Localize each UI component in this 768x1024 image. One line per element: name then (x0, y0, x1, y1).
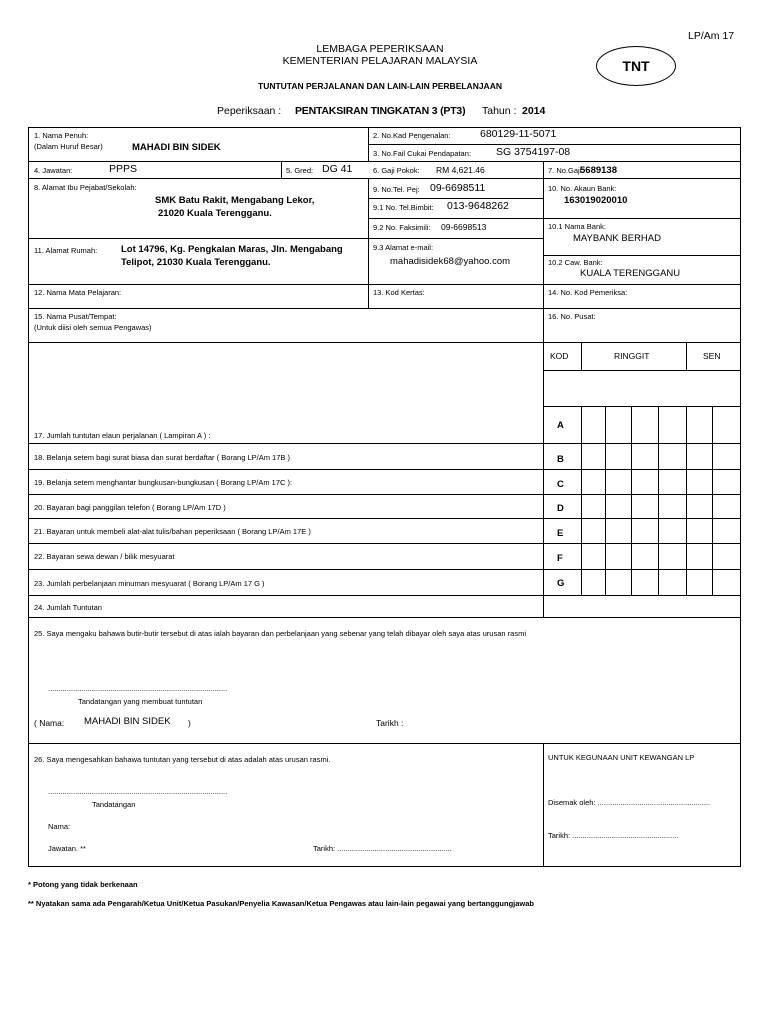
mobile-value[interactable]: 013-9648262 (447, 200, 509, 212)
ic-label: 2. No.Kad Pengenalan: (373, 131, 451, 140)
claim-label-17: 17. Jumlah tuntutan elaun perjalanan ( Lampiran A ) : (34, 431, 211, 440)
office-use-title: UNTUK KEGUNAAN UNIT KEWANGAN LP (548, 753, 695, 762)
col-sen: SEN (703, 351, 721, 361)
claim-code-f: F (557, 553, 563, 564)
bank-value[interactable]: MAYBANK BERHAD (573, 233, 661, 244)
org-line2: KEMENTERIAN PELAJARAN MALAYSIA (282, 55, 478, 67)
claim-label-21: 21. Bayaran untuk membeli alat-alat tulis/bahan peperiksaan ( Borang LP/Am 17E ) (34, 527, 311, 536)
name-value[interactable]: MAHADI BIN SIDEK (132, 142, 221, 153)
claim-label-20: 20. Bayaran bagi panggilan telefon ( Borang LP/Am 17D ) (34, 503, 226, 512)
claim-label-23: 23. Jumlah perbelanjaan minuman mesyuarat ( Borang LP/Am 17 G ) (34, 579, 265, 588)
certification-position-label: Jawatan. ** (48, 844, 86, 853)
claim-label-19: 19. Belanja setem menghantar bungkusan-bungkusan ( Borang LP/Am 17C ): (34, 478, 293, 487)
exam-label: Peperiksaan : (217, 105, 282, 117)
home-line2[interactable]: Telipot, 21030 Kuala Terengganu. (121, 257, 271, 268)
tax-value[interactable]: SG 3754197-08 (496, 146, 571, 158)
bank-label: 10.1 Nama Bank: (548, 222, 606, 231)
tel-office-value[interactable]: 09-6698511 (430, 182, 486, 194)
claim-code-g: G (557, 578, 565, 589)
branch-value[interactable]: KUALA TERENGGANU (580, 268, 681, 279)
paper-label: 13. Kod Kertas: (373, 288, 425, 297)
total-label: 24. Jumlah Tuntutan (34, 603, 102, 612)
ic-value[interactable]: 680129-11-5071 (480, 128, 557, 140)
exam-value: PENTAKSIRAN TINGKATAN 3 (PT3) (295, 105, 466, 117)
declaration-name-value[interactable]: MAHADI BIN SIDEK (84, 716, 171, 727)
certification-date-label: Tarikh: ....................................................... (313, 844, 452, 853)
certification-name-label: Nama: (48, 822, 71, 831)
claim-code-b: B (557, 454, 564, 465)
branch-label: 10.2 Caw. Bank: (548, 258, 603, 267)
name-label: 1. Nama Penuh: (34, 131, 89, 140)
claim-label-18: 18. Belanja setem bagi surat biasa dan surat berdaftar ( Borang LP/Am 17B ) (34, 453, 290, 462)
form-code: LP/Am 17 (688, 30, 735, 42)
mobile-label: 9.1 No. Tel.Bimbit: (373, 203, 434, 212)
declaration-name-open: ( Nama: (34, 718, 65, 728)
claim-label-22: 22. Bayaran sewa dewan / bilik mesyuarat (34, 552, 175, 561)
email-label: 9.3 Alamat e-mail: (373, 243, 434, 252)
year-label: Tahun : (482, 105, 517, 117)
tnt-stamp: TNT (596, 46, 676, 86)
claim-code-d: D (557, 503, 564, 514)
office-date-label: Tarikh: ................................................... (548, 831, 679, 840)
claim-code-e: E (557, 528, 564, 539)
checked-by-label: Disemak oleh: ...................................................... (548, 798, 711, 807)
position-value[interactable]: PPPS (109, 163, 138, 175)
name-sublabel: (Dalam Huruf Besar) (34, 142, 103, 151)
position-label: 4. Jawatan: (34, 166, 73, 175)
salary-no-label: 7. No.Gaji: (548, 166, 584, 175)
grade-label: 5. Gred: (286, 166, 314, 175)
claim-code-c: C (557, 479, 564, 490)
office-line2[interactable]: 21020 Kuala Terengganu. (158, 208, 272, 219)
examiner-label: 14. No. Kod Pemeriksa: (548, 288, 628, 297)
salary-no-value[interactable]: 5689138 (580, 165, 617, 176)
declaration-name-close: ) (188, 718, 191, 728)
declaration-date-label: Tarikh : (376, 718, 404, 728)
footnote-2: ** Nyatakan sama ada Pengarah/Ketua Unit/Ketua Pasukan/Penyelia Kawasan/Ketua Pengawas atau lain-lain pegawai yang bertanggungjawab (28, 899, 534, 908)
home-label: 11. Alamat Rumah: (34, 246, 98, 255)
centre-no-label: 16. No. Pusat: (548, 312, 596, 321)
year-value: 2014 (522, 105, 546, 117)
grade-value[interactable]: DG 41 (322, 163, 353, 175)
office-label: 8. Alamat Ibu Pejabat/Sekolah: (34, 183, 137, 192)
home-line1[interactable]: Lot 14796, Kg. Pengkalan Maras, Jln. Mengabang (121, 244, 343, 255)
tel-office-label: 9. No.Tel. Pej: (373, 185, 420, 194)
declaration-sign-label: Tandatangan yang membuat tuntutan (78, 697, 203, 706)
declaration-dots: ...................................................................................... (48, 684, 228, 693)
office-line1[interactable]: SMK Batu Rakit, Mengabang Lekor, (155, 195, 315, 206)
centre-label: 15. Nama Pusat/Tempat: (34, 312, 117, 321)
footnote-1: * Potong yang tidak berkenaan (28, 880, 138, 889)
tax-label: 3. No.Fail Cukai Pendapatan: (373, 149, 471, 158)
form-title: TUNTUTAN PERJALANAN DAN LAIN-LAIN PERBELANJAAN (258, 81, 502, 91)
org-line1: LEMBAGA PEPERIKSAAN (316, 43, 444, 55)
certification-text: 26. Saya mengesahkan bahawa tuntutan yang tersebut di atas adalah atas urusan rasmi. (34, 755, 331, 764)
salary-value[interactable]: RM 4,621.46 (436, 165, 485, 175)
col-kod: KOD (550, 351, 569, 361)
salary-label: 6. Gaji Pokok: (373, 166, 420, 175)
fax-label: 9.2 No. Faksimili: (373, 223, 431, 232)
certification-sign-label: Tandatangan (92, 800, 136, 809)
certification-dots: ...................................................................................... (48, 787, 228, 796)
account-label: 10. No. Akaun Bank: (548, 184, 617, 193)
fax-value[interactable]: 09-6698513 (441, 222, 487, 232)
declaration-text: 25. Saya mengaku bahawa butir-butir tersebut di atas ialah bayaran dan perbelanjaan yang sebenar yang telah dibayar oleh saya atas urusan rasmi (34, 629, 526, 638)
claim-code-a: A (557, 420, 564, 431)
col-ringgit: RINGGIT (614, 351, 650, 361)
account-value[interactable]: 163019020010 (564, 195, 628, 206)
subject-label: 12. Nama Mata Pelajaran: (34, 288, 122, 297)
centre-sublabel: (Untuk diisi oleh semua Pengawas) (34, 323, 152, 332)
email-value[interactable]: mahadisidek68@yahoo.com (390, 256, 511, 267)
